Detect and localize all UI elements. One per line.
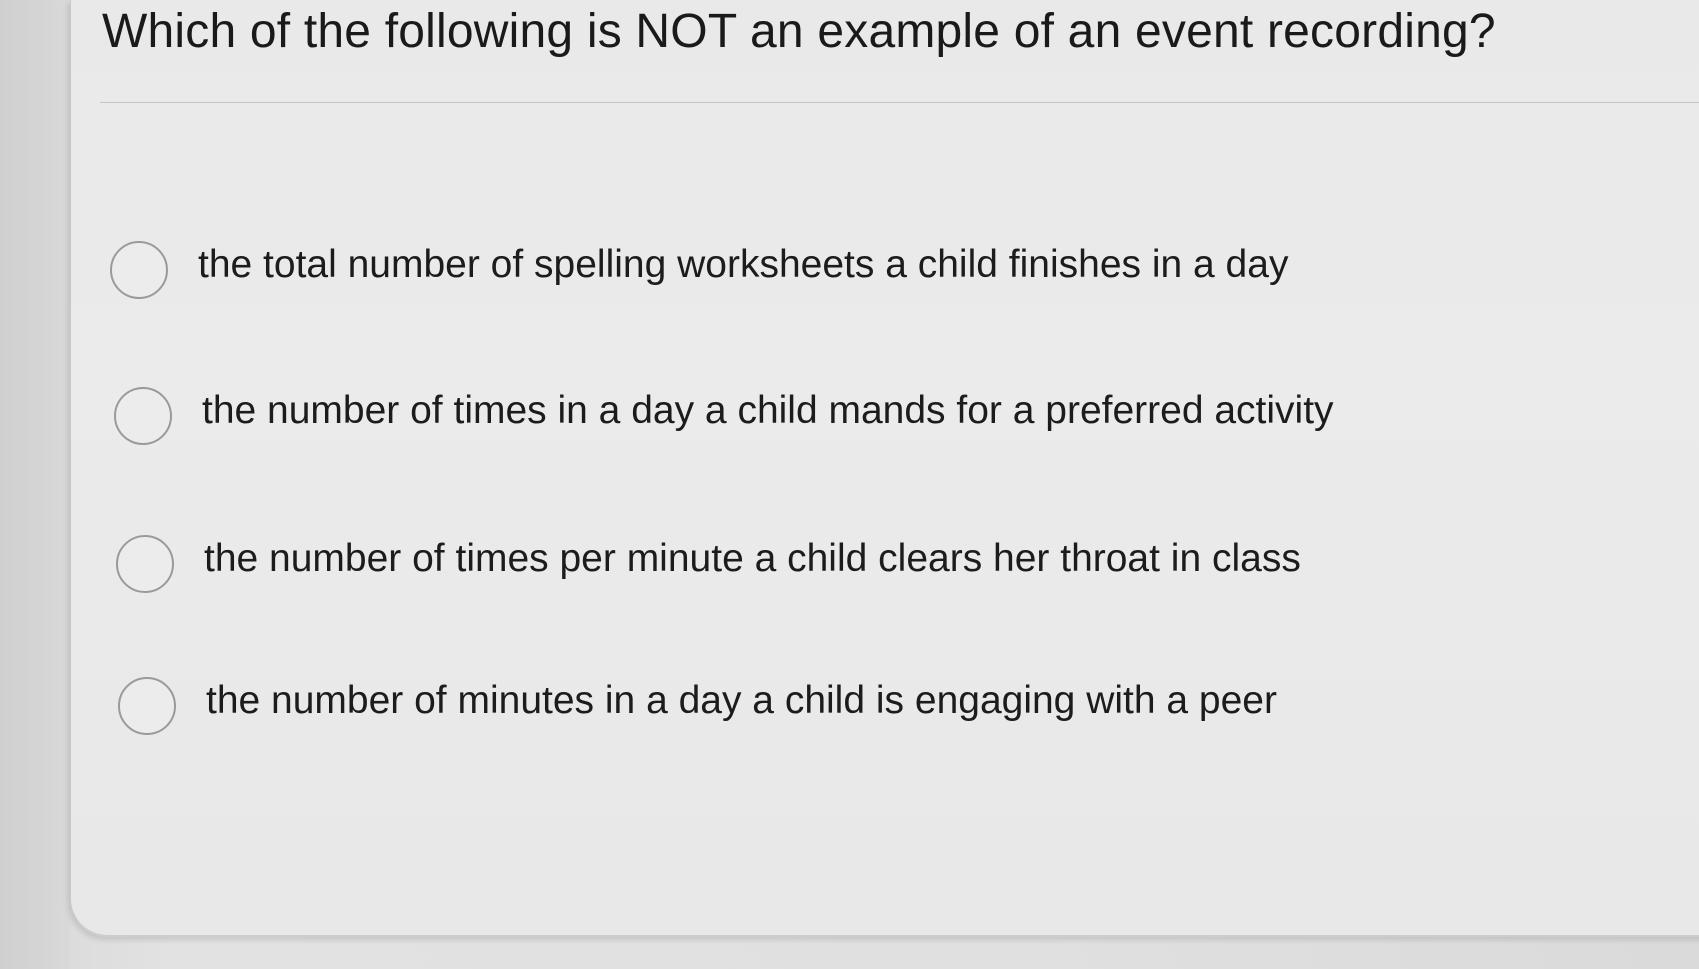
radio-button[interactable] (116, 535, 174, 593)
question-text: Which of the following is NOT an example of an event recording? (102, 5, 1496, 58)
radio-button[interactable] (110, 241, 168, 299)
answer-option-label: the number of minutes in a day a child is engaging with a peer (206, 679, 1277, 722)
answer-option-label: the number of times per minute a child clears her throat in class (204, 537, 1301, 580)
radio-button[interactable] (118, 677, 176, 735)
question-divider (100, 102, 1699, 103)
question-card (70, 0, 1699, 937)
answer-option-label: the number of times in a day a child mands for a preferred activity (202, 389, 1334, 432)
radio-button[interactable] (114, 387, 172, 445)
background-strip (0, 0, 70, 969)
answer-option-label: the total number of spelling worksheets a child finishes in a day (198, 243, 1289, 286)
